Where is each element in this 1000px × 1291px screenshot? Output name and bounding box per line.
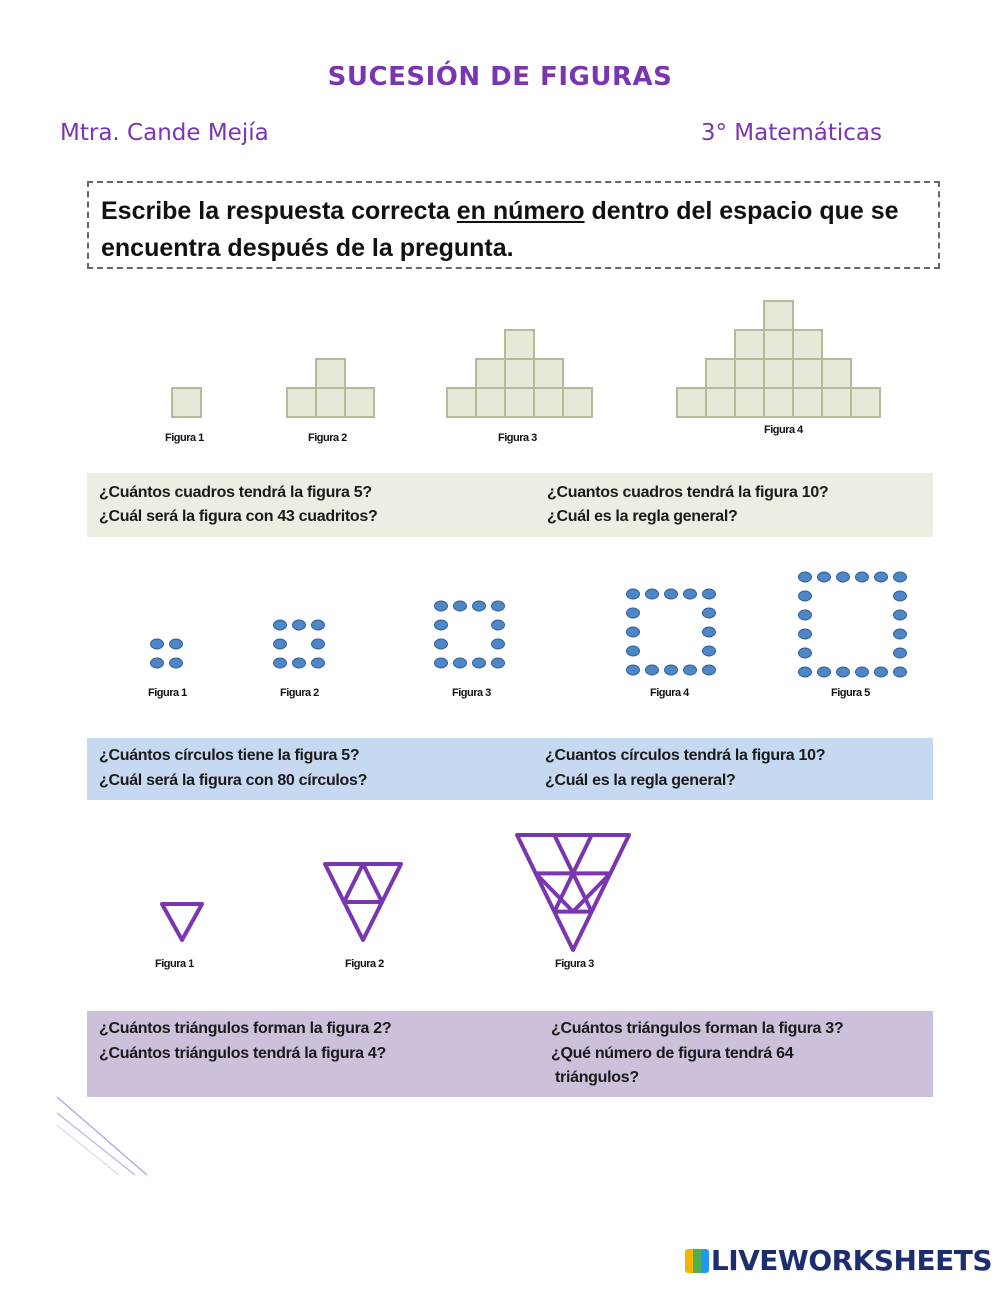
circle-figure-4-label: Figura 4 — [650, 687, 689, 699]
circles-question-1: ¿Cuántos círculos tiene la figura 5? — [99, 747, 360, 764]
triangle-grid-line — [536, 835, 555, 873]
square-figure-4-label: Figura 4 — [764, 424, 803, 436]
triangle-figure-1-label: Figura 1 — [155, 958, 194, 970]
triangle-outline — [344, 864, 382, 902]
circle-figure-1-label: Figura 1 — [148, 687, 187, 699]
triangles-question-4b: triángulos? — [555, 1069, 639, 1086]
square-figure-3-label: Figura 3 — [498, 432, 537, 444]
logo-text: LIVEWORKSHEETS — [710, 1244, 992, 1277]
circles-question-3: ¿Cuantos círculos tendrá la figura 10? — [545, 747, 826, 764]
triangle-outline — [517, 835, 629, 950]
circle-figure-2-label: Figura 2 — [280, 687, 319, 699]
liveworksheets-logo — [685, 1244, 992, 1277]
squares-question-4: ¿Cuál es la regla general? — [547, 508, 738, 525]
subject-label: 3° Matemáticas — [700, 120, 882, 146]
triangles-question-1: ¿Cuántos triángulos forman la figura 2? — [99, 1020, 392, 1037]
liveworksheets-logo-icon — [685, 1249, 709, 1273]
teacher-name: Mtra. Cande Mejía — [60, 120, 269, 146]
page-title: SUCESIÓN DE FIGURAS — [327, 62, 673, 92]
instruction-underlined: en número — [456, 197, 585, 225]
square-figure-1-label: Figura 1 — [165, 432, 204, 444]
square-figure-2-label: Figura 2 — [308, 432, 347, 444]
triangle-grid-line — [536, 873, 573, 911]
squares-question-3: ¿Cuantos cuadros tendrá la figura 10? — [547, 484, 829, 501]
triangles-question-box — [87, 1011, 933, 1097]
squares-question-1: ¿Cuántos cuadros tendrá la figura 5? — [99, 484, 372, 501]
squares-question-2: ¿Cuál será la figura con 43 cuadritos? — [99, 508, 378, 525]
triangles-question-2: ¿Cuántos triángulos tendrá la figura 4? — [99, 1045, 386, 1062]
circles-question-4: ¿Cuál es la regla general? — [545, 772, 736, 789]
triangles-question-4a: ¿Qué número de figura tendrá 64 — [551, 1045, 794, 1062]
triangle-figure-3-label: Figura 3 — [555, 958, 594, 970]
triangle-grid-line — [573, 873, 610, 911]
triangles-question-3: ¿Cuántos triángulos forman la figura 3? — [551, 1020, 844, 1037]
instruction-text-2: dentro del espacio que se encuentra después de la pregunta. — [101, 197, 899, 262]
instruction-text-1: Escribe la respuesta correcta — [101, 197, 457, 225]
circle-figure-3-label: Figura 3 — [452, 687, 491, 699]
decorative-lines — [55, 1095, 155, 1180]
circle-figure-5-label: Figura 5 — [831, 687, 870, 699]
triangle-outline — [162, 904, 202, 940]
triangle-figure-2-label: Figura 2 — [345, 958, 384, 970]
circles-question-2: ¿Cuál será la figura con 80 círculos? — [99, 772, 368, 789]
